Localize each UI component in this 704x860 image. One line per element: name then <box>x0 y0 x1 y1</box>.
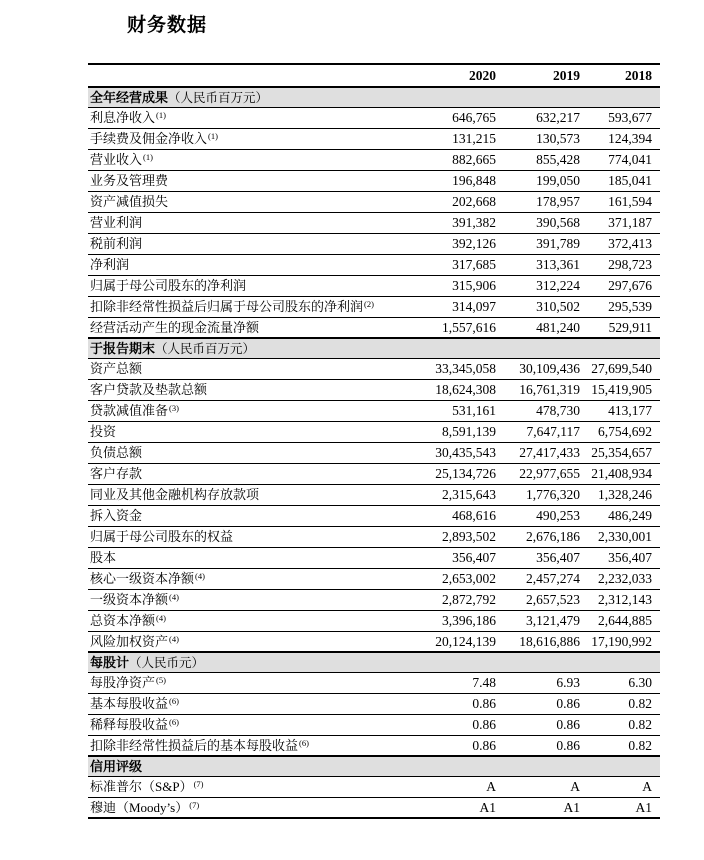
footnote-ref: (7) <box>193 779 204 789</box>
value-2019: 2,457,274 <box>496 568 580 589</box>
section-title: 于报告期末 <box>90 340 156 356</box>
value-2019: 6.93 <box>496 672 580 693</box>
value-2020: 33,345,058 <box>412 358 496 379</box>
row-label: 归属于母公司股东的净利润 <box>88 275 412 296</box>
footnote-ref: (5) <box>156 675 166 685</box>
table-row <box>88 484 660 505</box>
value-2018: A <box>580 776 660 797</box>
row-label: 净利润 <box>88 254 412 275</box>
value-2018: 295,539 <box>580 296 660 317</box>
value-2018: 0.82 <box>580 693 660 714</box>
row-label: 客户存款 <box>88 463 412 484</box>
value-2019: 178,957 <box>496 191 580 212</box>
row-label: 利息净收入$^{(1)}$ <box>88 107 412 128</box>
row-label: 投资 <box>88 421 412 442</box>
value-2020: 0.86 <box>412 714 496 735</box>
value-2020: 2,872,792 <box>412 589 496 610</box>
table-row <box>88 568 660 589</box>
value-2020: A <box>412 776 496 797</box>
value-2018: 2,644,885 <box>580 610 660 631</box>
value-2019: 30,109,436 <box>496 358 580 379</box>
value-2019: 310,502 <box>496 296 580 317</box>
value-2020: 7.48 <box>412 672 496 693</box>
value-2018: 17,190,992 <box>580 631 660 652</box>
row-label: 手续费及佣金净收入$^{(1)}$ <box>88 128 412 149</box>
value-2018: 298,723 <box>580 254 660 275</box>
table-row <box>88 254 660 275</box>
row-label: 税前利润 <box>88 233 412 254</box>
footnote-ref: (3) <box>169 403 179 413</box>
table-row <box>88 212 660 233</box>
value-2019: 22,977,655 <box>496 463 580 484</box>
row-label: 拆入资金 <box>88 505 412 526</box>
value-2020: 317,685 <box>412 254 496 275</box>
value-2018: 6,754,692 <box>580 421 660 442</box>
row-label: 风险加权资产$^{(4)}$ <box>88 631 412 652</box>
row-label: 负债总额 <box>88 442 412 463</box>
value-2019: 3,121,479 <box>496 610 580 631</box>
value-2020: 0.86 <box>412 735 496 756</box>
table-row <box>88 631 660 652</box>
row-label: 归属于母公司股东的权益 <box>88 526 412 547</box>
value-2020: 646,765 <box>412 107 496 128</box>
row-label: 总资本净额$^{(4)}$ <box>88 610 412 631</box>
page-title: 财务数据 <box>127 15 208 36</box>
value-2019: 390,568 <box>496 212 580 233</box>
value-2019: 356,407 <box>496 547 580 568</box>
value-2020: 30,435,543 <box>412 442 496 463</box>
table-row <box>88 128 660 149</box>
header-spacer <box>88 64 412 87</box>
table-row <box>88 526 660 547</box>
footnote-ref: (4) <box>169 592 179 602</box>
table-row <box>88 107 660 128</box>
value-2018: 1,328,246 <box>580 484 660 505</box>
value-2018: A1 <box>580 797 660 818</box>
section-unit-note: （人民币百万元） <box>155 341 256 356</box>
value-2019: 27,417,433 <box>496 442 580 463</box>
value-2018: 124,394 <box>580 128 660 149</box>
table-row <box>88 379 660 400</box>
value-2018: 356,407 <box>580 547 660 568</box>
value-2019: 391,789 <box>496 233 580 254</box>
value-2020: 3,396,186 <box>412 610 496 631</box>
value-2020: A1 <box>412 797 496 818</box>
footnote-ref: (4) <box>169 633 179 644</box>
value-2018: 0.82 <box>580 735 660 756</box>
value-2018: 371,187 <box>580 212 660 233</box>
table-row <box>88 672 660 693</box>
value-2020: 2,893,502 <box>412 526 496 547</box>
value-2020: 8,591,139 <box>412 421 496 442</box>
row-label: 客户贷款及垫款总额 <box>88 379 412 400</box>
value-2020: 882,665 <box>412 149 496 170</box>
value-2019: 0.86 <box>496 714 580 735</box>
section-header <box>88 756 660 776</box>
section-header <box>88 652 660 672</box>
value-2020: 18,624,308 <box>412 379 496 400</box>
row-label: 贷款减值准备$^{(3)}$ <box>88 400 412 421</box>
value-2020: 468,616 <box>412 505 496 526</box>
row-label: 营业利润 <box>88 212 412 233</box>
value-2019: 312,224 <box>496 275 580 296</box>
footnote-ref: (1) <box>208 131 218 141</box>
value-2020: 392,126 <box>412 233 496 254</box>
row-label: 稀释每股收益$^{(6)}$ <box>88 714 412 735</box>
value-2019: 481,240 <box>496 317 580 338</box>
table-row <box>88 358 660 379</box>
row-label: 同业及其他金融机构存放款项 <box>88 484 412 505</box>
value-2018: 21,408,934 <box>580 463 660 484</box>
footnote-ref: (6) <box>169 717 179 727</box>
value-2019: 18,616,886 <box>496 631 580 652</box>
footnote-ref: (2) <box>364 299 374 309</box>
column-header-2019: 2019 <box>496 64 580 87</box>
table-row <box>88 275 660 296</box>
row-label: 股本 <box>88 547 412 568</box>
section-header-row <box>88 87 660 107</box>
table-row <box>88 610 660 631</box>
value-2020: 356,407 <box>412 547 496 568</box>
value-2020: 314,097 <box>412 296 496 317</box>
table-row <box>88 797 660 818</box>
table-row <box>88 233 660 254</box>
section-title: 信用评级 <box>90 758 143 774</box>
value-2019: A <box>496 776 580 797</box>
row-label: 穆迪（Moody’s）$^{(7)}$ <box>88 797 412 818</box>
value-2019: 199,050 <box>496 170 580 191</box>
table-row <box>88 714 660 735</box>
value-2019: 130,573 <box>496 128 580 149</box>
value-2018: 161,594 <box>580 191 660 212</box>
table-row <box>88 547 660 568</box>
value-2020: 25,134,726 <box>412 463 496 484</box>
value-2018: 297,676 <box>580 275 660 296</box>
table-row <box>88 589 660 610</box>
value-2020: 131,215 <box>412 128 496 149</box>
column-header-2018: 2018 <box>580 64 660 87</box>
value-2018: 185,041 <box>580 170 660 191</box>
value-2019: 490,253 <box>496 505 580 526</box>
row-label: 扣除非经常性损益后归属于母公司股东的净利润$^{(2)}$ <box>88 296 412 317</box>
value-2018: 15,419,905 <box>580 379 660 400</box>
column-header-2020: 2020 <box>412 64 496 87</box>
section-title: 每股计 <box>90 654 130 670</box>
table-row <box>88 463 660 484</box>
table-row <box>88 149 660 170</box>
section-unit-note: （人民币百万元） <box>168 90 269 105</box>
value-2018: 27,699,540 <box>580 358 660 379</box>
row-label: 标准普尔（S&P）$^{(7)}$ <box>88 776 412 797</box>
value-2020: 1,557,616 <box>412 317 496 338</box>
footnote-ref: (4) <box>156 613 166 623</box>
table-row <box>88 735 660 756</box>
table-row <box>88 776 660 797</box>
value-2018: 2,232,033 <box>580 568 660 589</box>
row-label: 经营活动产生的现金流量净额 <box>88 317 412 338</box>
footnote-ref: (1) <box>156 110 166 120</box>
section-header <box>88 87 660 107</box>
value-2020: 391,382 <box>412 212 496 233</box>
table-row <box>88 421 660 442</box>
table-row <box>88 170 660 191</box>
row-label: 每股净资产$^{(5)}$ <box>88 672 412 693</box>
value-2019: A1 <box>496 797 580 818</box>
table-row <box>88 505 660 526</box>
value-2018: 25,354,657 <box>580 442 660 463</box>
value-2020: 315,906 <box>412 275 496 296</box>
table-row <box>88 191 660 212</box>
row-label: 资产总额 <box>88 358 412 379</box>
table-row <box>88 693 660 714</box>
row-label: 核心一级资本净额$^{(4)}$ <box>88 568 412 589</box>
section-header <box>88 338 660 358</box>
value-2019: 7,647,117 <box>496 421 580 442</box>
value-2018: 593,677 <box>580 107 660 128</box>
value-2019: 632,217 <box>496 107 580 128</box>
value-2019: 478,730 <box>496 400 580 421</box>
value-2020: 20,124,139 <box>412 631 496 652</box>
table-row <box>88 400 660 421</box>
value-2018: 0.82 <box>580 714 660 735</box>
value-2019: 0.86 <box>496 735 580 756</box>
section-header-row <box>88 338 660 358</box>
value-2019: 2,657,523 <box>496 589 580 610</box>
table-row <box>88 296 660 317</box>
value-2020: 2,315,643 <box>412 484 496 505</box>
value-2020: 0.86 <box>412 693 496 714</box>
value-2018: 2,330,001 <box>580 526 660 547</box>
row-label: 业务及管理费 <box>88 170 412 191</box>
financial-data-table <box>88 63 660 819</box>
financial-table <box>88 63 660 819</box>
value-2018: 486,249 <box>580 505 660 526</box>
footnote-ref: (6) <box>299 737 309 748</box>
section-unit-note: （人民币元） <box>129 655 205 670</box>
value-2020: 2,653,002 <box>412 568 496 589</box>
table-row <box>88 442 660 463</box>
value-2018: 774,041 <box>580 149 660 170</box>
footnote-ref: (4) <box>195 571 205 581</box>
footnote-ref: (1) <box>143 152 153 162</box>
value-2018: 2,312,143 <box>580 589 660 610</box>
value-2020: 531,161 <box>412 400 496 421</box>
value-2019: 0.86 <box>496 693 580 714</box>
value-2018: 6.30 <box>580 672 660 693</box>
value-2018: 529,911 <box>580 317 660 338</box>
value-2019: 313,361 <box>496 254 580 275</box>
footnote-ref: (7) <box>189 799 200 810</box>
value-2019: 16,761,319 <box>496 379 580 400</box>
value-2020: 196,848 <box>412 170 496 191</box>
year-header-row <box>88 64 660 87</box>
row-label: 营业收入$^{(1)}$ <box>88 149 412 170</box>
section-title: 全年经营成果 <box>90 89 169 105</box>
row-label: 一级资本净额$^{(4)}$ <box>88 589 412 610</box>
row-label: 扣除非经常性损益后的基本每股收益$^{(6)}$ <box>88 735 412 756</box>
value-2018: 372,413 <box>580 233 660 254</box>
section-header-row <box>88 756 660 776</box>
value-2019: 855,428 <box>496 149 580 170</box>
value-2019: 2,676,186 <box>496 526 580 547</box>
value-2019: 1,776,320 <box>496 484 580 505</box>
table-row <box>88 317 660 338</box>
section-header-row <box>88 652 660 672</box>
row-label: 资产减值损失 <box>88 191 412 212</box>
row-label: 基本每股收益$^{(6)}$ <box>88 693 412 714</box>
value-2020: 202,668 <box>412 191 496 212</box>
footnote-ref: (6) <box>169 696 179 706</box>
value-2018: 413,177 <box>580 400 660 421</box>
